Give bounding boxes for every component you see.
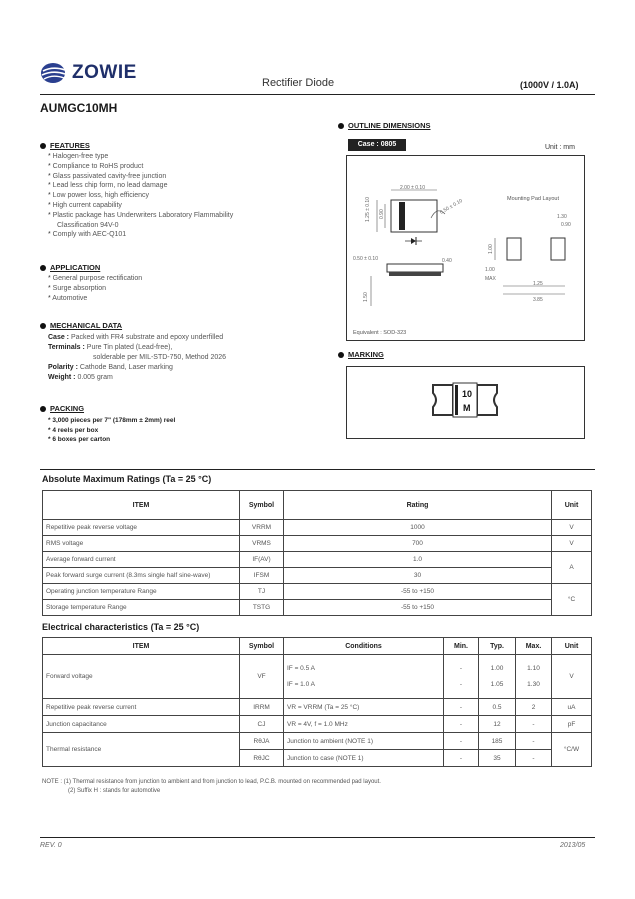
table-row: Operating junction temperature Range TJ -55 to +150 °C <box>43 584 592 600</box>
outline-drawing <box>346 155 585 341</box>
date-code: 2013/05 <box>560 842 586 849</box>
svg-text:1.00: 1.00 <box>488 244 494 254</box>
packing-list <box>48 416 308 445</box>
table-row: Peak forward surge current (8.3ms single half sine-wave) IFSM 30 <box>43 568 592 584</box>
packing-heading: PACKING <box>40 404 84 413</box>
list-item: * High current capability <box>48 201 288 211</box>
bullet-icon <box>40 265 46 271</box>
zowie-logo-icon <box>40 62 68 84</box>
table-row: Repetitive peak reverse voltage VRRM 1000 V <box>43 520 592 536</box>
mech-row-case: Case : Packed with FR4 substrate and epoxy underfilled <box>48 334 224 341</box>
mech-row-weight: Weight : 0.005 gram <box>48 374 113 381</box>
column-header: Unit <box>552 638 592 655</box>
table-row: RθJC Junction to case (NOTE 1) - 35 - <box>43 750 592 767</box>
svg-text:0.50 ± 0.10: 0.50 ± 0.10 <box>439 198 464 216</box>
svg-text:0.50 ± 0.10: 0.50 ± 0.10 <box>353 256 378 262</box>
table-row: Average forward current IF(AV) 1.0 A <box>43 552 592 568</box>
svg-text:1.30: 1.30 <box>557 214 567 220</box>
svg-text:3.85: 3.85 <box>533 297 543 303</box>
column-header: Unit <box>552 491 592 520</box>
bullet-icon <box>40 406 46 412</box>
mech-row-polarity: Polarity : Cathode Band, Laser marking <box>48 364 173 371</box>
svg-text:Mounting Pad Layout: Mounting Pad Layout <box>507 196 559 202</box>
marking-box <box>346 366 585 439</box>
list-item: * Surge absorption <box>48 284 288 294</box>
column-header: Typ. <box>479 638 516 655</box>
list-item: * 3,000 pieces per 7" (178mm ± 2mm) reel <box>48 416 308 426</box>
svg-text:MAX: MAX <box>485 276 496 282</box>
svg-text:1.25 ± 0.10: 1.25 ± 0.10 <box>365 197 371 222</box>
list-item: * Halogen-free type <box>48 152 288 162</box>
list-item: * General purpose rectification <box>48 274 288 284</box>
svg-text:2.00 ± 0.10: 2.00 ± 0.10 <box>400 185 425 191</box>
table-row: Thermal resistance RθJA Junction to ambient (NOTE 1) - 185 - °C/W <box>43 733 592 750</box>
bullet-icon <box>338 352 344 358</box>
application-heading: APPLICATION <box>40 263 100 272</box>
rating-summary: (1000V / 1.0A) <box>520 80 579 90</box>
svg-text:1.00: 1.00 <box>485 267 495 273</box>
application-list <box>48 274 288 303</box>
note-2: (2) Suffix H : stands for automotive <box>68 788 161 794</box>
abs-max-table <box>42 490 592 616</box>
list-item: * Low power loss, high efficiency <box>48 191 288 201</box>
column-header: ITEM <box>43 638 240 655</box>
table-row: Storage temperature Range TSTG -55 to +150 <box>43 600 592 616</box>
list-item: * Automotive <box>48 294 288 304</box>
note-1: NOTE : (1) Thermal resistance from junction to ambient and from junction to lead, P.C.B. mounted on recommended pad layout. <box>42 779 381 785</box>
marking-heading: MARKING <box>338 350 384 359</box>
abs-max-title: Absolute Maximum Ratings (Ta = 25 °C) <box>42 474 212 484</box>
list-item: * Compliance to RoHS product <box>48 162 288 172</box>
column-header: Rating <box>284 491 552 520</box>
column-header: Symbol <box>240 491 284 520</box>
outline-dimensions-drawing <box>347 156 584 340</box>
notes <box>42 778 591 796</box>
svg-text:Equivalent : SOD-323: Equivalent : SOD-323 <box>353 330 407 336</box>
column-header: Max. <box>516 638 552 655</box>
table-row: Repetitive peak reverse current IRRM VR = VRRM (Ta = 25 °C) - 0.5 2 uA <box>43 699 592 716</box>
column-header: Symbol <box>240 638 284 655</box>
table-row: Junction capacitance CJ VR = 4V, f = 1.0 MHz - 12 - pF <box>43 716 592 733</box>
svg-text:0.90: 0.90 <box>561 222 571 228</box>
table-row: Forward voltage VF IF = 0.5 A IF = 1.0 A - - 1.00 1.05 1.10 1.30 V <box>43 655 592 699</box>
features-heading: FEATURES <box>40 141 90 150</box>
list-item: Classification 94V-0 <box>57 221 119 229</box>
list-item: * 6 boxes per carton <box>48 435 308 445</box>
list-item: * 4 reels per box <box>48 426 308 436</box>
mechanical-data <box>48 333 338 383</box>
list-item: * Comply with AEC-Q101 <box>48 230 288 240</box>
svg-text:M: M <box>463 403 471 413</box>
svg-text:1.25: 1.25 <box>533 281 543 287</box>
svg-text:1.50: 1.50 <box>363 292 369 302</box>
svg-text:10: 10 <box>462 389 473 399</box>
column-header: Conditions <box>284 638 444 655</box>
svg-text:0.40: 0.40 <box>442 258 452 264</box>
header-rule <box>40 94 595 95</box>
mech-row-terminals-cont: solderable per MIL-STD-750, Method 2026 <box>93 354 227 361</box>
mechanical-heading: MECHANICAL DATA <box>40 321 122 330</box>
brand-name: ZOWIE <box>72 62 137 83</box>
part-number: AUMGC10MH <box>40 101 118 115</box>
unit-label: Unit : mm <box>545 144 575 151</box>
bullet-icon <box>338 123 344 129</box>
bullet-icon <box>40 143 46 149</box>
features-list <box>48 152 288 240</box>
list-item: * Glass passivated cavity-free junction <box>48 172 288 182</box>
marking-drawing <box>347 367 584 438</box>
outline-heading: OUTLINE DIMENSIONS <box>338 121 431 130</box>
revision: REV. 0 <box>40 842 62 849</box>
elec-title: Electrical characteristics (Ta = 25 °C) <box>42 622 200 632</box>
bullet-icon <box>40 323 46 329</box>
column-header: Min. <box>444 638 479 655</box>
case-label: Case : 0805 <box>348 139 406 151</box>
list-item: * Lead less chip form, no lead damage <box>48 181 288 191</box>
elec-table <box>42 637 592 767</box>
footer-rule <box>40 837 595 838</box>
svg-text:0.90: 0.90 <box>379 209 385 219</box>
section-rule <box>40 469 595 470</box>
list-item: * Plastic package has Underwriters Laboratory Flammability <box>48 211 288 221</box>
column-header: ITEM <box>43 491 240 520</box>
mech-row-terminals: Terminals : Pure Tin plated (Lead-free), <box>48 344 173 351</box>
document-type: Rectifier Diode <box>262 77 335 89</box>
table-row: RMS voltage VRMS 700 V <box>43 536 592 552</box>
